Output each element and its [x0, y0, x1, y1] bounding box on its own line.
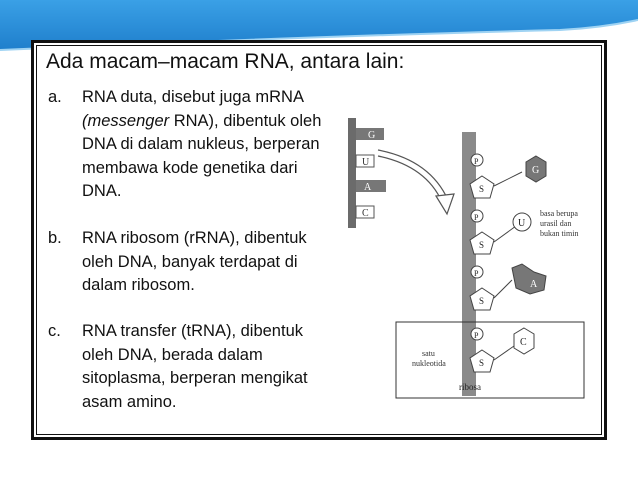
phosphate-label: P: [474, 157, 479, 166]
dna-base-tab: [356, 206, 374, 219]
phosphate-label: P: [474, 269, 479, 278]
nucleotide-unit: [470, 210, 531, 254]
base-label: G: [532, 165, 540, 176]
italic-term: (messenger: [82, 111, 170, 130]
sugar-label: S: [479, 240, 485, 250]
item-line: RNA duta, disebut juga mRNA: [82, 88, 304, 106]
sugar-label: S: [479, 296, 485, 306]
item-line: RNA transfer (tRNA), dibentuk: [82, 322, 303, 340]
nucleotide-label-line: nukleotida: [412, 359, 446, 368]
item-marker: a.: [48, 88, 62, 106]
note-line: basa berupa: [540, 209, 578, 218]
dna-base-tab: [356, 180, 386, 193]
item-line: RNA ribosom (rRNA), dibentuk: [82, 229, 307, 247]
svg-text:C: C: [362, 208, 369, 219]
sugar-label: S: [479, 184, 485, 194]
base-label: U: [518, 218, 526, 229]
item-line: asam amino.: [82, 392, 177, 411]
item-line: oleh DNA, banyak terdapat di: [82, 252, 298, 271]
item-line: membawa kode genetika dari: [82, 158, 298, 177]
nucleotide-label-line: satu: [422, 349, 435, 358]
item-marker: c.: [48, 322, 61, 340]
note-line: urasil dan: [540, 219, 572, 228]
svg-text:A: A: [364, 182, 372, 193]
phosphate-label: P: [474, 213, 479, 222]
sugar-label: S: [479, 358, 485, 368]
page-title: Ada macam–macam RNA, antara lain:: [46, 50, 405, 73]
item-line: DNA.: [82, 182, 122, 200]
nucleotide-unit: [470, 154, 546, 198]
svg-text:U: U: [362, 157, 370, 168]
item-line: sitoplasma, berperan mengikat: [82, 369, 308, 387]
item-line: DNA di dalam nukleus, berperan: [82, 135, 320, 153]
item-line: (messenger RNA), dibentuk oleh: [82, 111, 322, 130]
phosphate-label: P: [474, 331, 479, 340]
item-line: dalam ribosom.: [82, 276, 195, 294]
transcription-arrow: [378, 150, 454, 214]
nucleotide-unit: [470, 264, 546, 310]
note-line: bukan timin: [540, 229, 579, 238]
dna-base-tab: [356, 128, 384, 141]
item-marker: b.: [48, 229, 62, 247]
base-label: A: [530, 279, 538, 290]
dna-base-tab: [356, 155, 374, 168]
base-label: C: [520, 337, 527, 348]
nucleotide-unit: [470, 328, 534, 372]
svg-text:G: G: [368, 130, 376, 141]
dna-strand: [348, 118, 356, 228]
ribose-label: ribosa: [459, 382, 481, 392]
item-line: oleh DNA, berada dalam: [82, 345, 263, 364]
